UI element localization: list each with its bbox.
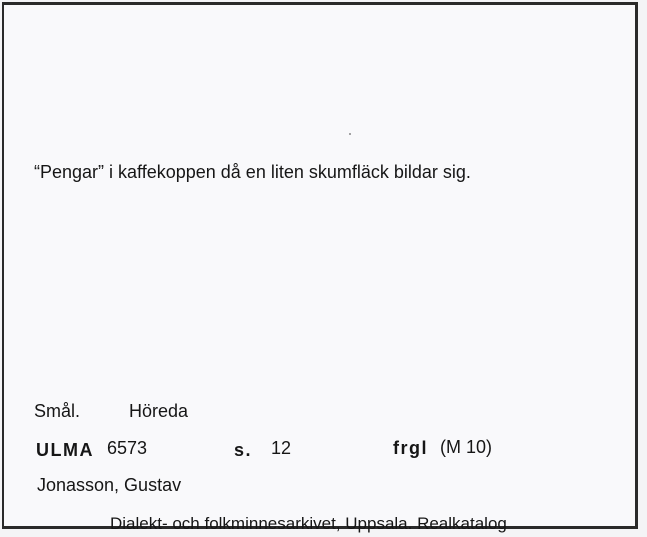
page-number: 12 bbox=[271, 438, 292, 458]
category-label: frgl bbox=[393, 438, 428, 458]
ulma-label: ULMA bbox=[36, 440, 94, 460]
card-main-text: “Pengar” i kaffekoppen då en liten skumfläck bildar sig. bbox=[34, 162, 471, 182]
recorder-name: Jonasson, Gustav bbox=[37, 475, 182, 495]
page-label: s. bbox=[234, 440, 253, 460]
parish-label: Höreda bbox=[129, 401, 189, 421]
category-code: (M 10) bbox=[440, 437, 493, 457]
archive-footer: Dialekt- och folkminnesarkivet, Uppsala. Realkatalog bbox=[110, 514, 507, 533]
province-label: Smål. bbox=[34, 401, 81, 421]
ulma-number: 6573 bbox=[107, 438, 148, 458]
archive-card bbox=[2, 2, 638, 533]
paper-speck bbox=[349, 133, 351, 135]
